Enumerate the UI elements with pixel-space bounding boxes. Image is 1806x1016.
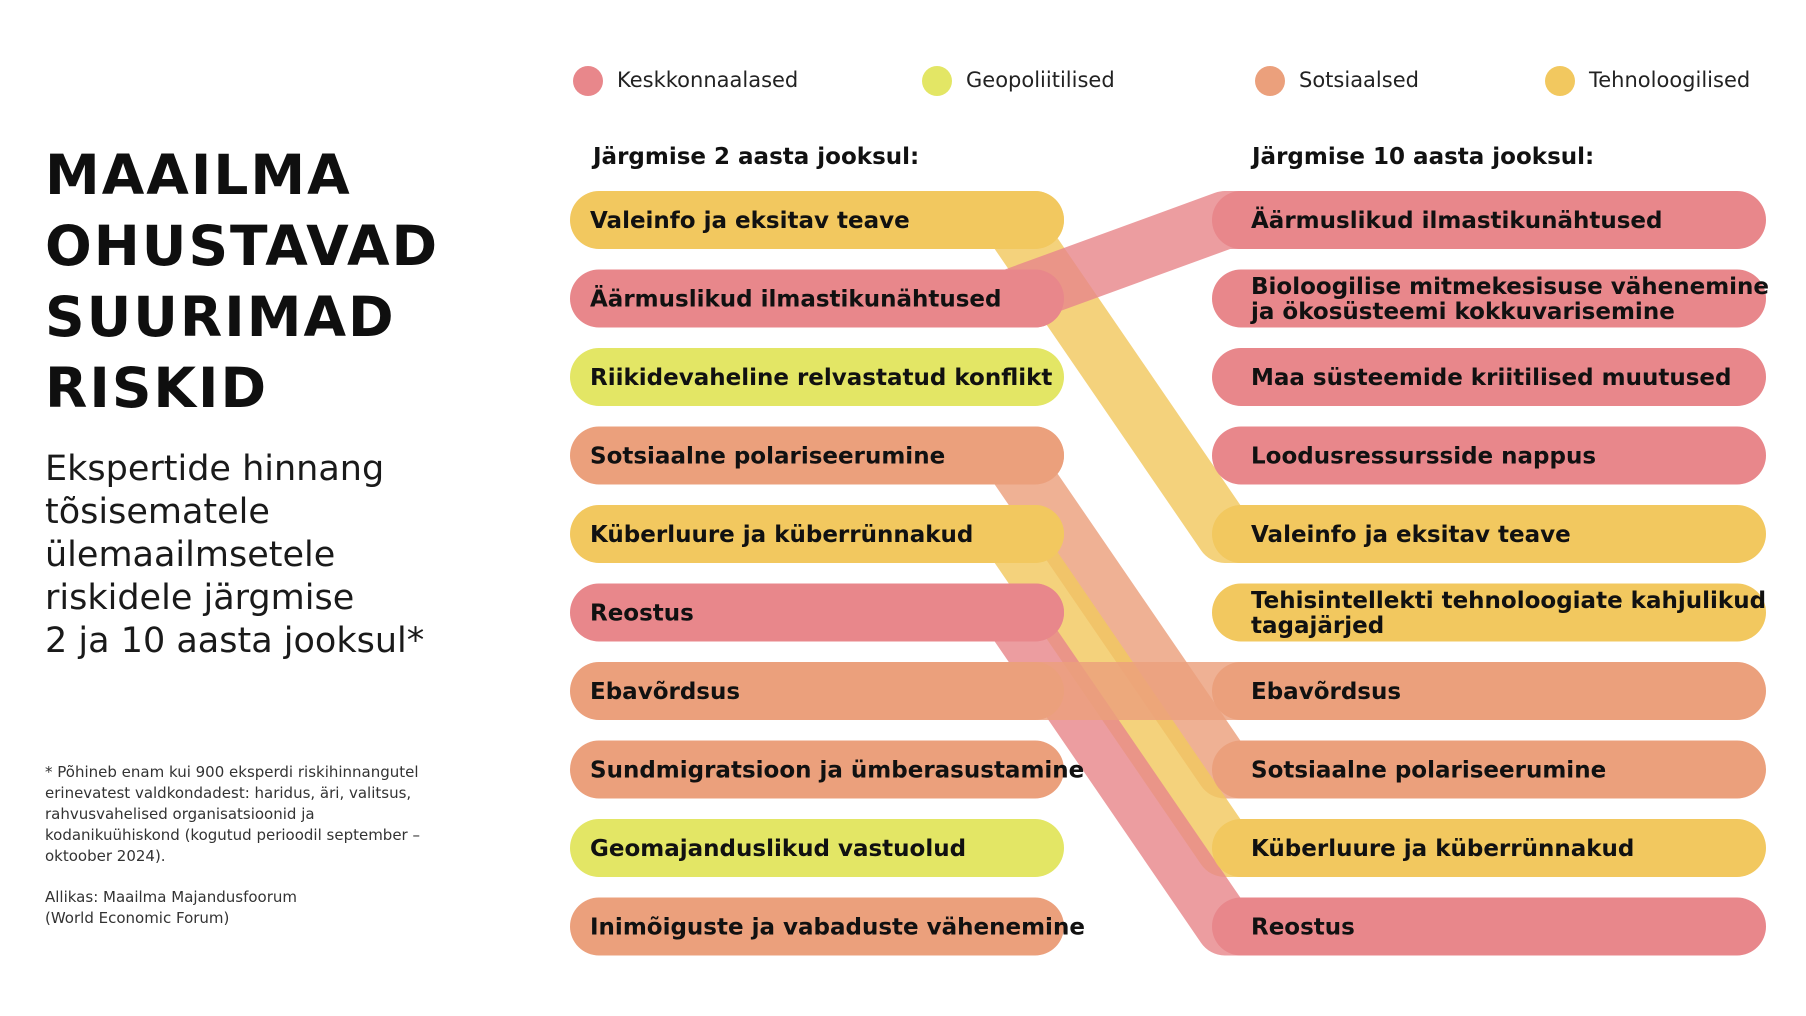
footnote-line: rahvusvahelised organisatsioonid ja: [45, 805, 315, 823]
title-line: OHUSTAVAD: [45, 214, 440, 278]
risk-label-10yr: Loodusressursside nappus: [1251, 443, 1597, 470]
risk-label-2yr: Valeinfo ja eksitav teave: [590, 208, 910, 234]
risk-label-10yr: Ebavõrdsus: [1251, 679, 1402, 705]
footnote-line: erinevatest valdkondadest: haridus, äri, valitsus,: [45, 784, 412, 802]
subtitle-line: riskidele järgmise: [45, 578, 355, 618]
footnote-line: * Põhineb enam kui 900 eksperdi riskihinnangutel: [45, 763, 419, 781]
risk-label-10yr: Äärmuslikud ilmastikunähtused: [1251, 208, 1663, 234]
risk-label-10yr: Bioloogilise mitmekesisuse vähenemine ja ökosüsteemi kokkuvarisemine: [1251, 274, 1770, 325]
source-line: Allikas: Maailma Majandusfoorum: [45, 888, 298, 906]
title-line: SUURIMAD: [45, 285, 396, 349]
risk-label-2yr: Reostus: [590, 600, 694, 627]
risk-label-10yr: Maa süsteemide kriitilised muutused: [1251, 365, 1732, 391]
legend-label: Tehnoloogilised: [1589, 68, 1751, 92]
title-line: MAAILMA: [45, 143, 352, 207]
legend-label: Geopoliitilised: [966, 68, 1115, 92]
risk-label-10yr: Valeinfo ja eksitav teave: [1251, 522, 1571, 548]
risk-label-2yr: Riikidevaheline relvastatud konflikt: [590, 365, 1053, 391]
risk-label-2yr: Ebavõrdsus: [590, 679, 741, 705]
subtitle-line: ülemaailmsetele: [45, 535, 336, 575]
footnote-line: kodanikuühiskond (kogutud perioodil september –: [45, 826, 420, 844]
risk-label-2yr: Sotsiaalne polariseerumine: [590, 443, 946, 470]
subtitle-line: tõsisematele: [45, 492, 270, 532]
risk-label-2yr: Geomajanduslikud vastuolud: [590, 836, 967, 862]
legend-label: Keskkonnaalased: [617, 68, 799, 92]
subtitle-line: Ekspertide hinnang: [45, 449, 385, 489]
risk-label-10yr: Sotsiaalne polariseerumine: [1251, 757, 1607, 784]
subtitle-line: 2 ja 10 aasta jooksul*: [45, 621, 425, 661]
risk-label-2yr: Küberluure ja küberrünnakud: [590, 522, 974, 548]
risk-label-2yr: Inimõiguste ja vabaduste vähenemine: [590, 914, 1085, 941]
title-line: RISKID: [45, 356, 269, 420]
connection-layer: [1010, 220, 1241, 927]
risk-label-10yr: Küberluure ja küberrünnakud: [1251, 836, 1635, 862]
risk-label-2yr: Sundmigratsioon ja ümberasustamine: [590, 757, 1085, 784]
risk-label-10yr: Tehisintellekti tehnoloogiate kahjulikud tagajärjed: [1251, 588, 1767, 639]
header-10-year: Järgmise 10 aasta jooksul:: [1252, 144, 1595, 170]
risk-label-2yr: Äärmuslikud ilmastikunähtused: [590, 286, 1002, 313]
header-2-year: Järgmise 2 aasta jooksul:: [593, 144, 920, 170]
source-line: (World Economic Forum): [45, 909, 230, 927]
footnote-line: oktoober 2024).: [45, 847, 166, 865]
legend-label: Sotsiaalsed: [1299, 68, 1419, 92]
risk-label-10yr: Reostus: [1251, 914, 1355, 941]
